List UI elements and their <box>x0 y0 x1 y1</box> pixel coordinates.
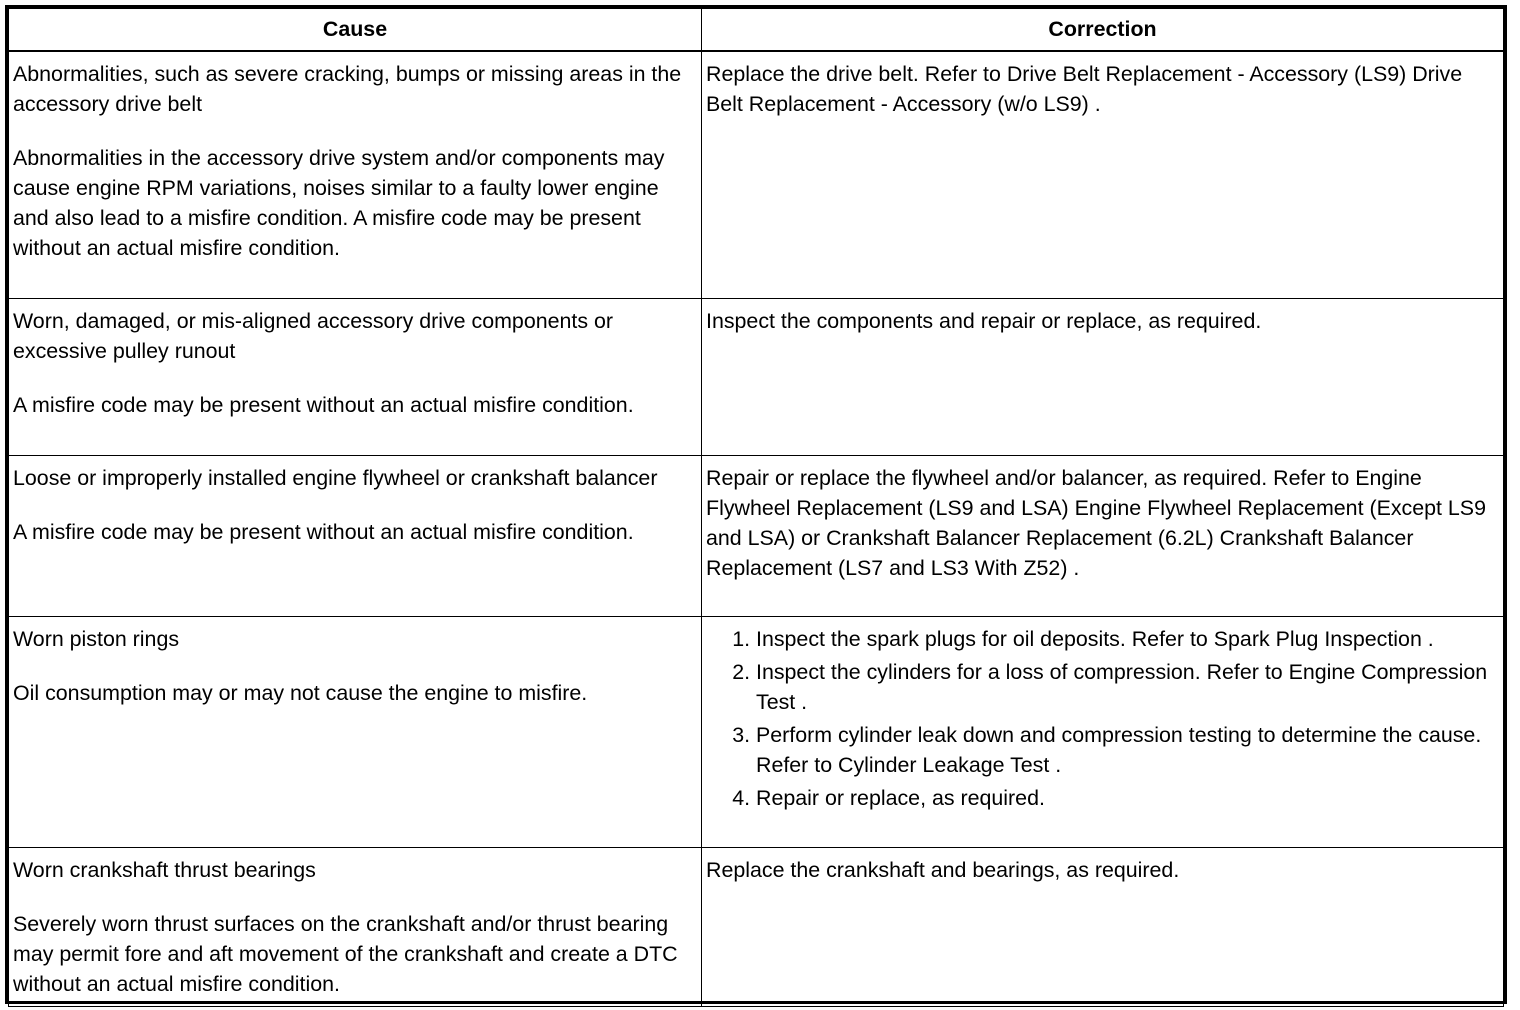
correction-text: Inspect the components and repair or replace, as required. <box>706 309 1262 333</box>
cause-cell <box>9 848 702 1007</box>
cause-title: Worn piston rings <box>13 627 180 651</box>
correction-cell <box>702 456 1504 617</box>
cause-cell <box>9 299 702 456</box>
correction-step: 4. Repair or replace, as required. <box>756 783 1495 813</box>
cause-correction-table-container <box>5 5 1507 1004</box>
table-row <box>9 299 1504 456</box>
cause-title: Worn crankshaft thrust bearings <box>13 858 316 882</box>
correction-steps-list <box>706 624 1495 813</box>
cause-note: Abnormalities in the accessory drive system and/or components may cause engine RPM variations, noises similar to a faulty lower engine and also lead to a misfire condition. A misfire code may be present without an actual misfire condition. <box>13 145 665 260</box>
table-header-row <box>9 9 1504 51</box>
correction-text: Repair or replace the flywheel and/or balancer, as required. Refer to Engine Flywheel Replacement (LS9 and LSA) Engine Flywheel Replacement (Except LS9 and LSA) or Crankshaft Balancer Replacement (6.2L) Crankshaft Balancer Replacement (LS7 and LS3 With Z52) . <box>706 466 1486 580</box>
correction-text: Replace the drive belt. Refer to Drive Belt Replacement - Accessory (LS9) Drive Belt Replacement - Accessory (w/o LS9) . <box>706 61 1463 116</box>
cause-note: Oil consumption may or may not cause the engine to misfire. <box>13 681 588 705</box>
cause-title: Abnormalities, such as severe cracking, bumps or missing areas in the accessory drive belt <box>13 61 682 116</box>
cause-cell <box>9 51 702 299</box>
cause-title: Worn, damaged, or mis-aligned accessory drive components or excessive pulley runout <box>13 309 614 363</box>
correction-text: Replace the crankshaft and bearings, as required. <box>706 858 1180 882</box>
table-row <box>9 51 1504 299</box>
cause-cell <box>9 456 702 617</box>
table-row <box>9 848 1504 1007</box>
table-row <box>9 456 1504 617</box>
header-cause: Cause <box>9 9 702 51</box>
correction-step: 3. Perform cylinder leak down and compression testing to determine the cause. Refer to Cylinder Leakage Test . <box>756 720 1495 780</box>
correction-cell <box>702 51 1504 299</box>
cause-note: Severely worn thrust surfaces on the crankshaft and/or thrust bearing may permit fore and aft movement of the crankshaft and create a DTC without an actual misfire condition. <box>13 912 678 996</box>
correction-cell <box>702 299 1504 456</box>
correction-step: 2. Inspect the cylinders for a loss of compression. Refer to Engine Compression Test . <box>756 657 1495 717</box>
table-row <box>9 617 1504 848</box>
cause-title: Loose or improperly installed engine flywheel or crankshaft balancer <box>13 466 658 490</box>
correction-cell <box>702 848 1504 1007</box>
cause-correction-table <box>8 8 1504 1007</box>
correction-cell <box>702 617 1504 848</box>
cause-note: A misfire code may be present without an actual misfire condition. <box>13 393 634 417</box>
header-correction: Correction <box>702 9 1504 51</box>
cause-cell <box>9 617 702 848</box>
cause-note: A misfire code may be present without an actual misfire condition. <box>13 520 634 544</box>
correction-step: 1. Inspect the spark plugs for oil deposits. Refer to Spark Plug Inspection . <box>756 624 1495 654</box>
